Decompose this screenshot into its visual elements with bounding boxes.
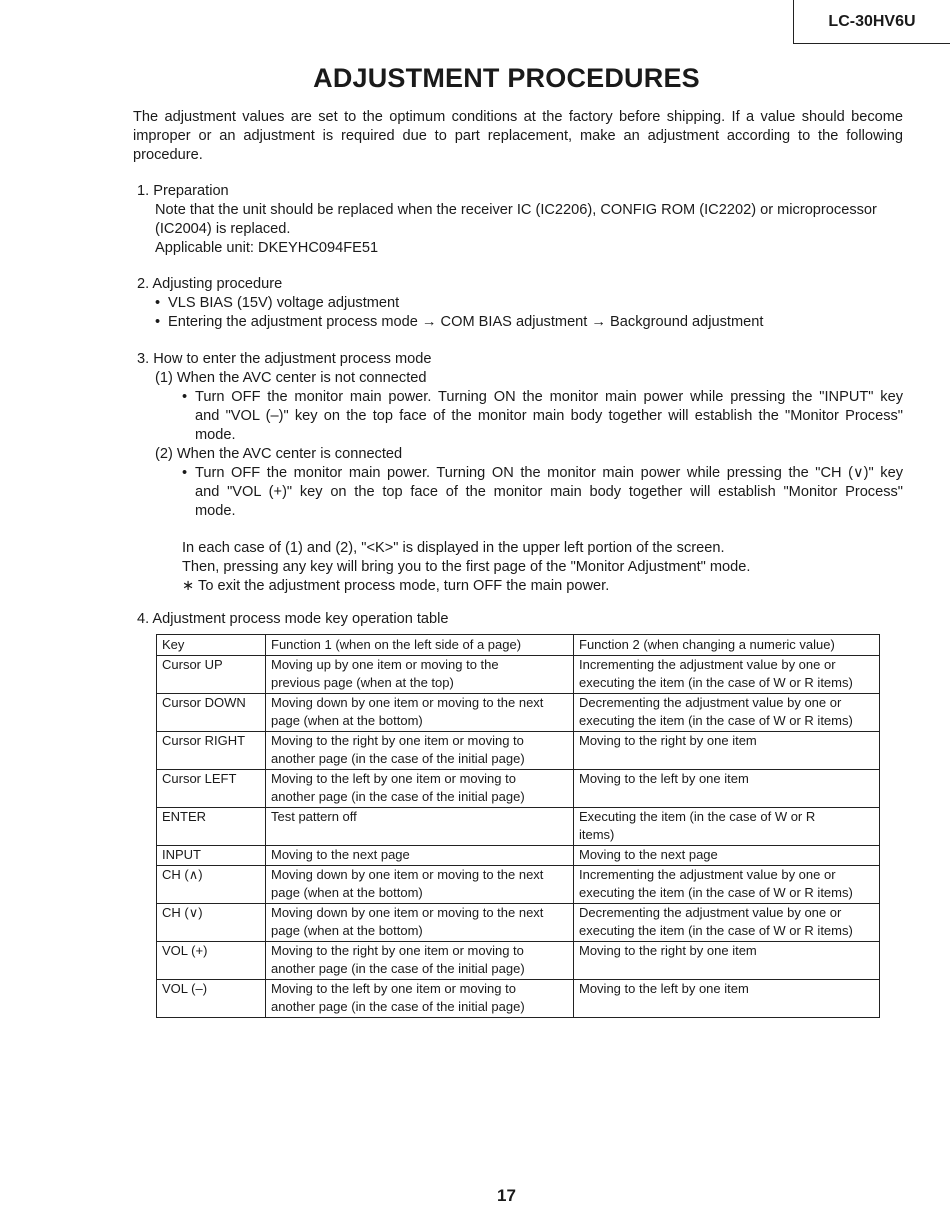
case-heading: (2) When the AVC center is connected	[155, 446, 403, 462]
model-number-box	[793, 0, 950, 44]
section-line: Applicable unit: DKEYHC094FE51	[155, 240, 379, 256]
key-cell: CH (∨)	[157, 903, 266, 941]
note-line: Then, pressing any key will bring you to the first page of the "Monitor Adjustment" mode.	[182, 559, 751, 575]
case-line: and "VOL (–)" key on the top face of the monitor main body together will establish the "Monitor Process"	[195, 408, 903, 424]
header-cell-function1: Function 1 (when on the left side of a page)	[266, 635, 574, 656]
bullet-icon: •	[182, 389, 188, 405]
section-line: Note that the unit should be replaced when the receiver IC (IC2206), CONFIG ROM (IC2202) or microprocessor	[155, 202, 877, 218]
section-preparation	[137, 182, 907, 258]
note-line: In each case of (1) and (2), "<K>" is displayed in the upper left portion of the screen.	[182, 540, 725, 556]
bullet-icon: •	[182, 465, 188, 481]
function2-cell: Moving to the next page	[574, 845, 880, 865]
table-row	[157, 865, 880, 903]
key-cell: Cursor DOWN	[157, 693, 266, 731]
function1-cell: Moving down by one item or moving to the next page (when at the bottom)	[266, 903, 574, 941]
function1-cell: Test pattern off	[266, 807, 574, 845]
case-line: and "VOL (+)" key on the top face of the monitor main body together will establish "Monitor Process"	[195, 484, 903, 500]
page-title: ADJUSTMENT PROCEDURES	[313, 63, 700, 93]
table-row	[157, 979, 880, 1017]
table-row	[157, 693, 880, 731]
bullet-icon: •	[155, 314, 161, 330]
case1-bullet	[137, 388, 903, 445]
function1-cell: Moving to the next page	[266, 845, 574, 865]
page-number: 17	[497, 1186, 516, 1205]
function2-cell: Moving to the left by one item	[574, 769, 880, 807]
function2-cell: Moving to the right by one item	[574, 731, 880, 769]
key-cell: INPUT	[157, 845, 266, 865]
section-heading: 1. Preparation	[137, 183, 229, 199]
section-heading: 4. Adjustment process mode key operation table	[137, 611, 449, 627]
table-row	[157, 655, 880, 693]
key-operation-table	[156, 634, 880, 1018]
case-heading: (1) When the AVC center is not connected	[155, 370, 427, 386]
key-cell: VOL (–)	[157, 979, 266, 1017]
section-key-table-heading	[137, 610, 907, 629]
function2-cell: Executing the item (in the case of W or R items)	[574, 807, 880, 845]
function2-cell: Decrementing the adjustment value by one or executing the item (in the case of W or R items)	[574, 693, 880, 731]
header-cell-key: Key	[157, 635, 266, 656]
case-line: Turn OFF the monitor main power. Turning ON the monitor main power while pressing the "CH (∨)" key	[195, 465, 903, 481]
table-row	[157, 903, 880, 941]
function2-cell: Decrementing the adjustment value by one or executing the item (in the case of W or R items)	[574, 903, 880, 941]
intro-line: procedure.	[133, 147, 203, 163]
table-row	[157, 941, 880, 979]
function1-cell: Moving down by one item or moving to the next page (when at the bottom)	[266, 865, 574, 903]
function2-cell: Moving to the left by one item	[574, 979, 880, 1017]
table-row	[157, 807, 880, 845]
intro-line: The adjustment values are set to the optimum conditions at the factory before shipping. If a value should become	[133, 109, 903, 125]
case-line: Turn OFF the monitor main power. Turning ON the monitor main power while pressing the "INPUT" key	[195, 389, 903, 405]
section-adjusting-procedure	[137, 275, 907, 332]
case-line: mode.	[195, 427, 236, 443]
note-line: ∗ To exit the adjustment process mode, turn OFF the main power.	[182, 578, 610, 594]
function1-cell: Moving to the left by one item or moving to another page (in the case of the initial page)	[266, 979, 574, 1017]
table-row	[157, 845, 880, 865]
function2-cell: Incrementing the adjustment value by one or executing the item (in the case of W or R items)	[574, 865, 880, 903]
function1-cell: Moving to the right by one item or moving to another page (in the case of the initial page)	[266, 731, 574, 769]
case2-bullet	[137, 464, 903, 521]
bullet-item: • VLS BIAS (15V) voltage adjustment	[155, 295, 400, 311]
function1-cell: Moving to the right by one item or moving to another page (in the case of the initial page)	[266, 941, 574, 979]
header-cell-function2: Function 2 (when changing a numeric value)	[574, 635, 880, 656]
intro-line: improper or an adjustment is required due to part replacement, make an adjustment according to the following	[133, 128, 903, 144]
section-enter-mode	[137, 350, 907, 596]
table-header-row	[157, 635, 880, 656]
bullet-item: • Entering the adjustment process mode → COM BIAS adjustment → Background adjustment	[155, 314, 764, 330]
key-cell: Cursor UP	[157, 655, 266, 693]
function2-cell: Moving to the right by one item	[574, 941, 880, 979]
key-cell: Cursor LEFT	[157, 769, 266, 807]
intro-paragraph	[133, 108, 903, 165]
function2-cell: Incrementing the adjustment value by one or executing the item (in the case of W or R items)	[574, 655, 880, 693]
function1-cell: Moving down by one item or moving to the next page (when at the bottom)	[266, 693, 574, 731]
section-line: (IC2004) is replaced.	[155, 221, 291, 237]
function1-cell: Moving up by one item or moving to the previous page (when at the top)	[266, 655, 574, 693]
table-row	[157, 769, 880, 807]
bullet-icon: •	[155, 295, 161, 311]
table-row	[157, 731, 880, 769]
case-line: mode.	[195, 503, 236, 519]
key-cell: VOL (+)	[157, 941, 266, 979]
function1-cell: Moving to the left by one item or moving to another page (in the case of the initial page)	[266, 769, 574, 807]
key-cell: CH (∧)	[157, 865, 266, 903]
model-number: LC-30HV6U	[828, 12, 916, 30]
key-cell: ENTER	[157, 807, 266, 845]
section-heading: 3. How to enter the adjustment process mode	[137, 351, 432, 367]
key-cell: Cursor RIGHT	[157, 731, 266, 769]
section-heading: 2. Adjusting procedure	[137, 276, 283, 292]
